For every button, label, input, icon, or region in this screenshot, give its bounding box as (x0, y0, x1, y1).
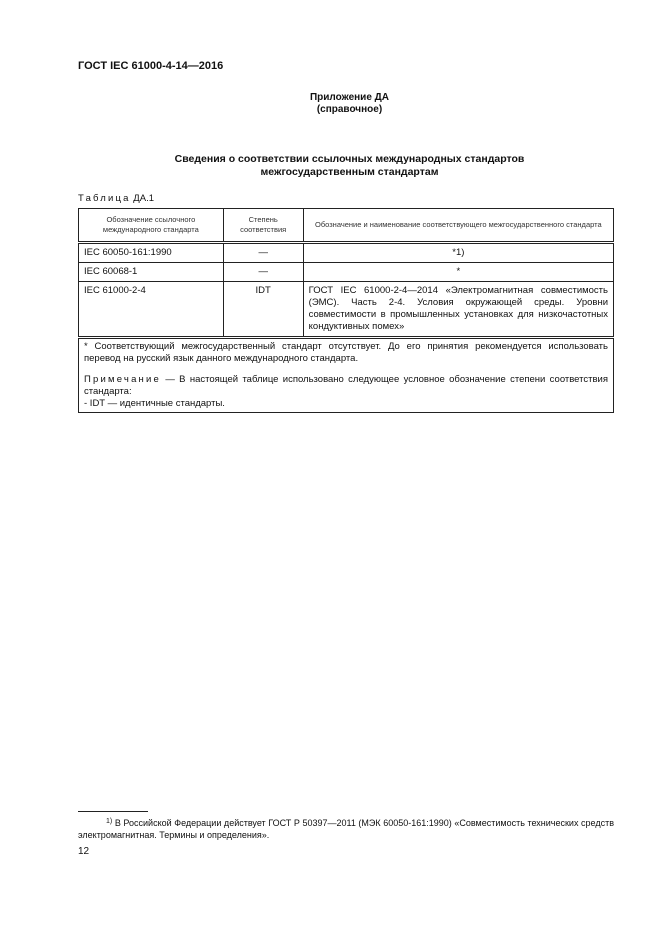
cell-ref: IEC 61000-2-4 (79, 282, 224, 338)
cell-degree: — (223, 263, 303, 282)
cell-ref: IEC 60050-161:1990 (79, 243, 224, 263)
footnote-mark: 1) (106, 818, 113, 825)
header-degree: Степень соответствия (223, 209, 303, 243)
page-number: 12 (78, 846, 90, 857)
cell-degree: IDT (223, 282, 303, 338)
cell-national: *1) (303, 243, 613, 263)
table-notes-row (79, 338, 614, 413)
table-row (79, 282, 614, 338)
footnote-text: В Российской Федерации действует ГОСТ Р 50397—2011 (МЭК 60050-161:1990) «Совместимость технических средств электромагнитная. Термины и определения». (78, 818, 614, 840)
table-row (79, 263, 614, 282)
note-text: — В настоящей таблице использовано следующее условное обозначение степени соответствия стандарта: (84, 374, 608, 397)
table-label-prefix: Таблица (78, 193, 131, 204)
header-ref-standard: Обозначение ссылочного международного стандарта (79, 209, 224, 243)
annex-title: Приложение ДА (309, 92, 390, 103)
annex-heading (78, 92, 621, 116)
cell-ref: IEC 60068-1 (79, 263, 224, 282)
note-paragraph (84, 374, 608, 398)
cell-national: * (303, 263, 613, 282)
annex-subtitle: (справочное) (316, 104, 383, 115)
footnote (78, 816, 614, 841)
correspondence-table (78, 208, 614, 413)
asterisk-note: * Соответствующий межгосударственный стандарт отсутствует. До его принятия рекомендуется использовать перевод на русский язык данного международного стандарта. (84, 341, 608, 364)
note-item: - IDT — идентичные стандарты. (84, 398, 225, 409)
section-title-line1: Сведения о соответствии ссылочных международных стандартов (174, 153, 525, 165)
cell-national: ГОСТ IEC 61000-2-4—2014 «Электромагнитная совместимость (ЭМС). Часть 2-4. Условия окружающей среды. Уровни совместимости в промышленных установках для низкочастотных кондуктивных помех» (303, 282, 613, 338)
table-header-row (79, 209, 614, 243)
note-label: Примечание (84, 374, 161, 385)
document-header: ГОСТ IEC 61000-4-14—2016 (78, 60, 224, 72)
section-title (78, 153, 621, 179)
header-national-standard: Обозначение и наименование соответствующего межгосударственного стандарта (303, 209, 613, 243)
cell-degree: — (223, 243, 303, 263)
table-label-number: ДА.1 (133, 193, 154, 204)
footnote-divider (78, 811, 148, 812)
section-title-line2: межгосударственным стандартам (260, 166, 439, 178)
table-label (78, 193, 154, 204)
table-notes (79, 338, 614, 413)
table-row (79, 243, 614, 263)
